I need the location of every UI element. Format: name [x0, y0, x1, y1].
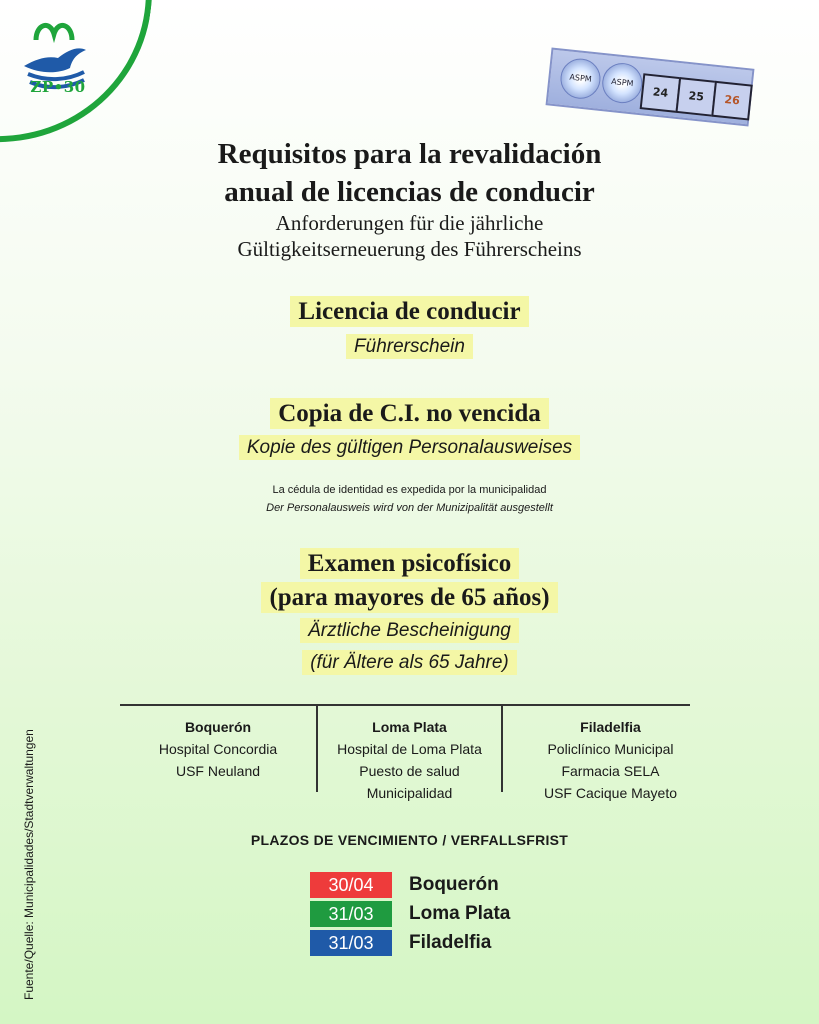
- deadlines-title: PLAZOS DE VENCIMIENTO / VERFALLSFRIST: [250, 832, 569, 848]
- subtitle-line: Gültigkeitserneuerung des Führerscheins: [237, 237, 582, 261]
- requirement-title-es: Examen psicofísico: [300, 548, 519, 579]
- requirement-ci-de-wrap: [0, 437, 819, 459]
- deadline-city: Filadelfia: [409, 932, 492, 953]
- page-title: [0, 135, 819, 211]
- registration-stickers-photo: [546, 47, 755, 126]
- ci-note-de: Der Personalausweis wird von der Munizipalität ausgestellt: [266, 502, 553, 514]
- deadline-date: 31/03: [310, 930, 392, 956]
- requirement-license-de-wrap: [0, 336, 819, 358]
- sticker-number: 26: [711, 81, 753, 121]
- requirement-title-de: Ärztliche Bescheinigung: [300, 618, 519, 643]
- logo-text: ZP•30: [30, 78, 86, 96]
- sticker: ASPM: [600, 61, 644, 105]
- deadline-date: 31/03: [310, 901, 392, 927]
- sticker-number: 24: [640, 73, 682, 113]
- requirement-title-es: Copia de C.I. no vencida: [270, 398, 549, 429]
- requirement-exam-de2-wrap: [0, 652, 819, 674]
- requirement-title-de: Führerschein: [346, 334, 473, 359]
- requirement-title-de: (für Ältere als 65 Jahre): [302, 650, 517, 675]
- sticker: ASPM: [559, 57, 603, 101]
- title-line: anual de licencias de conducir: [224, 176, 595, 208]
- requirement-exam: [0, 550, 819, 578]
- column-head: Boquerón: [184, 719, 252, 735]
- divider: [120, 704, 690, 706]
- place-item: Hospital de Loma Plata: [337, 741, 482, 757]
- requirement-ci: [0, 400, 819, 428]
- place-item: USF Cacique Mayeto: [543, 785, 678, 801]
- place-item: Policlínico Municipal: [547, 741, 674, 757]
- requirement-license: [0, 298, 819, 326]
- places-column-filadelfia: [503, 716, 718, 804]
- place-item: USF Neuland: [175, 763, 261, 779]
- source-note: Fuente/Quelle: Municipalidades/Stadtverwaltungen: [22, 729, 36, 1000]
- requirement-exam-de-wrap: [0, 620, 819, 642]
- ci-note-es: La cédula de identidad es expedida por la municipalidad: [272, 484, 547, 496]
- deadline-date: 30/04: [310, 872, 392, 898]
- requirement-title-es: Licencia de conducir: [290, 296, 528, 327]
- deadline-city: Boquerón: [409, 874, 499, 895]
- place-item: Farmacia SELA: [561, 763, 660, 779]
- subtitle-line: Anforderungen für die jährliche: [275, 211, 544, 235]
- sticker-number: 25: [675, 77, 717, 117]
- requirement-title-es: (para mayores de 65 años): [261, 582, 557, 613]
- title-line: Requisitos para la revalidación: [217, 138, 602, 170]
- requirement-exam-line2-wrap: [0, 584, 819, 612]
- column-head: Filadelfia: [580, 719, 641, 735]
- places-column-boqueron: [120, 716, 316, 782]
- deadline-city: Loma Plata: [409, 903, 511, 924]
- places-column-loma-plata: [318, 716, 501, 804]
- page-subtitle: [0, 210, 819, 262]
- place-item: Hospital Concordia: [158, 741, 278, 757]
- column-head: Loma Plata: [372, 719, 447, 735]
- place-item: Puesto de salud: [359, 763, 460, 779]
- requirement-title-de: Kopie des gültigen Personalausweises: [239, 435, 580, 460]
- place-item: Municipalidad: [366, 785, 453, 801]
